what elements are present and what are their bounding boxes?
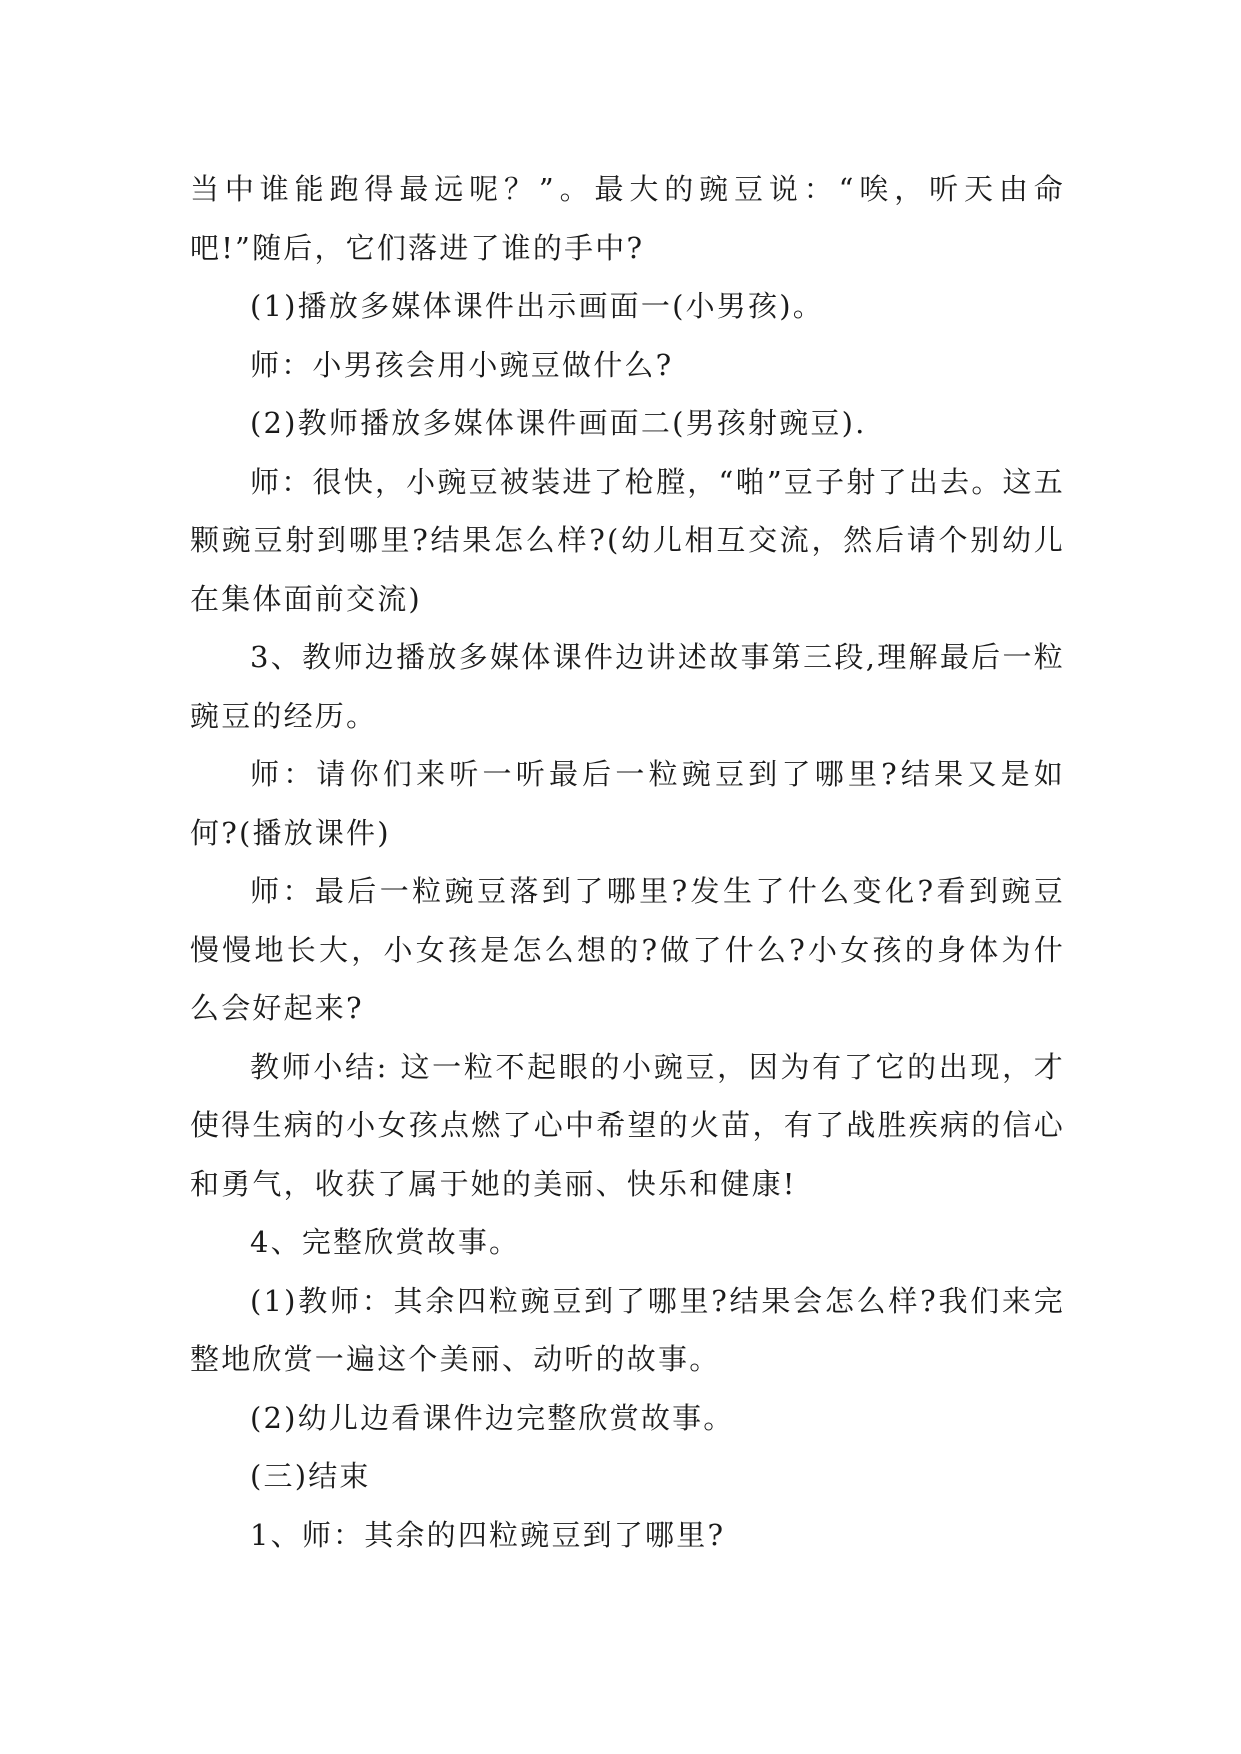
paragraph-2: (1)播放多媒体课件出示画面一(小男孩)。	[250, 289, 824, 323]
paragraph-14: 1、师：其余的四粒豌豆到了哪里?	[250, 1517, 726, 1552]
paragraph-8: 师：最后一粒豌豆落到了哪里?发生了什么变化?看到豌豆慢慢地长大，小女孩是怎么想的?做了什么?小女孩的身体为什么会好起来?	[190, 874, 1065, 1025]
paragraph-13: (三)结束	[250, 1459, 371, 1493]
paragraph-1: 当中谁能跑得最远呢？”。最大的豌豆说：“唉，听天由命吧!”随后，它们落进了谁的手中?	[190, 172, 1065, 265]
paragraph-11: (1)教师：其余四粒豌豆到了哪里?结果会怎么样?我们来完整地欣赏一遍这个美丽、动听的故事。	[190, 1283, 1065, 1376]
paragraph-10: 4、完整欣赏故事。	[250, 1225, 521, 1259]
document-body	[190, 160, 1065, 1564]
paragraph-4: (2)教师播放多媒体课件画面二(男孩射豌豆).	[250, 406, 867, 440]
paragraph-9: 教师小结: 这一粒不起眼的小豌豆，因为有了它的出现，才使得生病的小女孩点燃了心中希望的火苗，有了战胜疾病的信心和勇气，收获了属于她的美丽、快乐和健康!	[190, 1049, 1065, 1201]
paragraph-12: (2)幼儿边看课件边完整欣赏故事。	[250, 1400, 735, 1435]
paragraph-3: 师：小男孩会用小豌豆做什么?	[250, 347, 674, 382]
paragraph-7: 师：请你们来听一听最后一粒豌豆到了哪里?结果又是如何?(播放课件)	[190, 757, 1065, 850]
paragraph-5: 师：很快，小豌豆被装进了枪膛，“啪”豆子射了出去。这五颗豌豆射到哪里?结果怎么样?(幼儿相互交流，然后请个别幼儿在集体面前交流)	[190, 464, 1065, 616]
paragraph-6: 3、教师边播放多媒体课件边讲述故事第三段,理解最后一粒豌豆的经历。	[190, 640, 1065, 733]
